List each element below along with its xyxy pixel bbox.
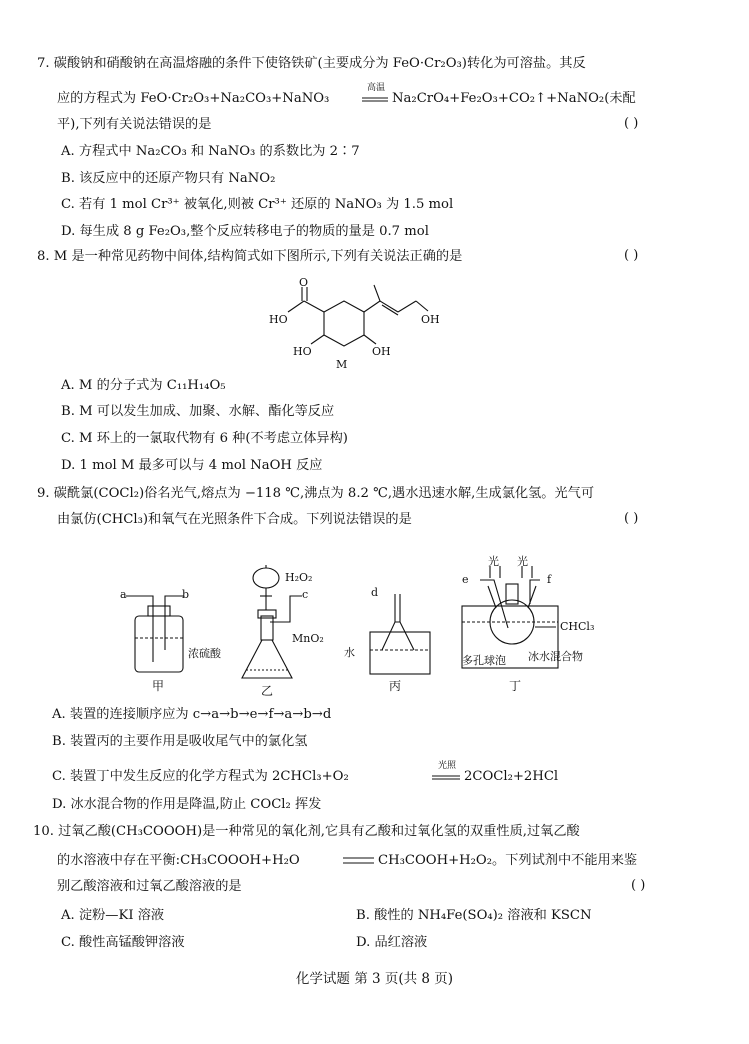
label-d: d	[371, 586, 379, 599]
caption-jia: 甲	[152, 679, 165, 693]
q7-option-c: C. 若有 1 mol Cr³⁺ 被氧化,则被 Cr³⁺ 还原的 NaNO₃ 为 1.5 mol	[61, 197, 454, 212]
label-mno2: MnO₂	[292, 632, 324, 645]
struct-label-ho-ring: HO	[293, 345, 312, 358]
q7-stem-line2b: Na₂CrO₄+Fe₂O₃+CO₂↑+NaNO₂(未配	[392, 91, 636, 106]
q10-answer-blank: ( )	[631, 878, 646, 893]
q7-stem-line2a: 应的方程式为 FeO·Cr₂O₃+Na₂CO₃+NaNO₃	[57, 91, 330, 106]
q8-stem: 8. M 是一种常见药物中间体,结构简式如下图所示,下列有关说法正确的是	[37, 249, 463, 264]
q9-stem-line2: 由氯仿(CHCl₃)和氧气在光照条件下合成。下列说法错误的是	[57, 512, 412, 527]
label-b: b	[182, 588, 190, 601]
caption-bing: 丙	[389, 679, 402, 693]
q7-answer-blank: ( )	[624, 116, 639, 131]
q10-option-b: B. 酸性的 NH₄Fe(SO₄)₂ 溶液和 KSCN	[356, 908, 592, 923]
q7-stem-line3: 平),下列有关说法错误的是	[57, 117, 212, 132]
label-bubbler: 多孔球泡	[462, 654, 506, 667]
q10-stem-line2a: 的水溶液中存在平衡:CH₃COOOH+H₂O	[57, 853, 300, 868]
q9-option-a: A. 装置的连接顺序应为 c→a→b→e→f→a→b→d	[52, 707, 332, 722]
q9-option-b: B. 装置丙的主要作用是吸收尾气中的氯化氢	[52, 734, 308, 749]
q7-arrow-condition: 高温	[367, 83, 386, 93]
label-light-1: 光	[488, 555, 499, 568]
q8-option-d: D. 1 mol M 最多可以与 4 mol NaOH 反应	[61, 458, 323, 473]
label-c: c	[302, 588, 309, 601]
q10-stem-line1: 10. 过氧乙酸(CH₃COOOH)是一种常见的氧化剂,它具有乙酸和过氧化氢的双重性质,过氧乙酸	[33, 824, 580, 839]
q9-option-c-condition: 光照	[438, 761, 457, 771]
label-chcl3: CHCl₃	[560, 620, 595, 633]
label-light-2: 光	[517, 555, 528, 568]
struct-label-ho-acid: HO	[269, 313, 288, 326]
label-icewater: 冰水混合物	[528, 650, 583, 663]
struct-label-o: O	[299, 276, 309, 289]
q8-option-c: C. M 环上的一氯取代物有 6 种(不考虑立体异构)	[61, 431, 348, 446]
q10-stem-line2b: CH₃COOH+H₂O₂。下列试剂中不能用来鉴	[378, 853, 638, 868]
struct-label-oh-chain: OH	[421, 313, 440, 326]
q7-option-d: D. 每生成 8 g Fe₂O₃,整个反应转移电子的物质的量是 0.7 mol	[61, 224, 429, 239]
label-a: a	[120, 588, 127, 601]
q10-option-c: C. 酸性高锰酸钾溶液	[61, 935, 185, 950]
q10-option-d: D. 品红溶液	[356, 935, 428, 950]
q10-stem-line3: 别乙酸溶液和过氧乙酸溶液的是	[57, 879, 242, 894]
caption-ding: 丁	[509, 679, 522, 693]
q9-answer-blank: ( )	[624, 511, 639, 526]
label-conc-h2so4: 浓硫酸	[188, 647, 221, 660]
q8-option-b: B. M 可以发生加成、加聚、水解、酯化等反应	[61, 404, 335, 419]
q8-answer-blank: ( )	[624, 248, 639, 263]
struct-label-m: M	[336, 358, 348, 371]
q10-option-a: A. 淀粉—KI 溶液	[61, 908, 165, 923]
label-f: f	[547, 573, 552, 586]
caption-yi: 乙	[261, 684, 274, 698]
page-footer: 化学试题 第 3 页(共 8 页)	[295, 971, 454, 987]
q7-option-b: B. 该反应中的还原产物只有 NaNO₂	[61, 171, 276, 186]
q7-stem-line1: 7. 碳酸钠和硝酸钠在高温熔融的条件下使铬铁矿(主要成分为 FeO·Cr₂O₃)转化为可溶盐。其反	[37, 56, 586, 71]
q9-stem-line1: 9. 碳酰氯(COCl₂)俗名光气,熔点为 −118 ℃,沸点为 8.2 ℃,遇水迅速水解,生成氯化氢。光气可	[37, 486, 595, 501]
q7-option-a: A. 方程式中 Na₂CO₃ 和 NaNO₃ 的系数比为 2∶7	[61, 144, 360, 159]
q9-option-d: D. 冰水混合物的作用是降温,防止 COCl₂ 挥发	[52, 797, 322, 812]
label-h2o2: H₂O₂	[285, 571, 313, 584]
struct-label-oh-ring: OH	[372, 345, 391, 358]
q9-option-c-part1: C. 装置丁中发生反应的化学方程式为 2CHCl₃+O₂	[52, 769, 349, 784]
q8-option-a: A. M 的分子式为 C₁₁H₁₄O₅	[61, 378, 226, 393]
label-e: e	[462, 573, 469, 586]
label-water: 水	[344, 646, 355, 659]
q9-option-c-part2: 2COCl₂+2HCl	[464, 769, 559, 784]
